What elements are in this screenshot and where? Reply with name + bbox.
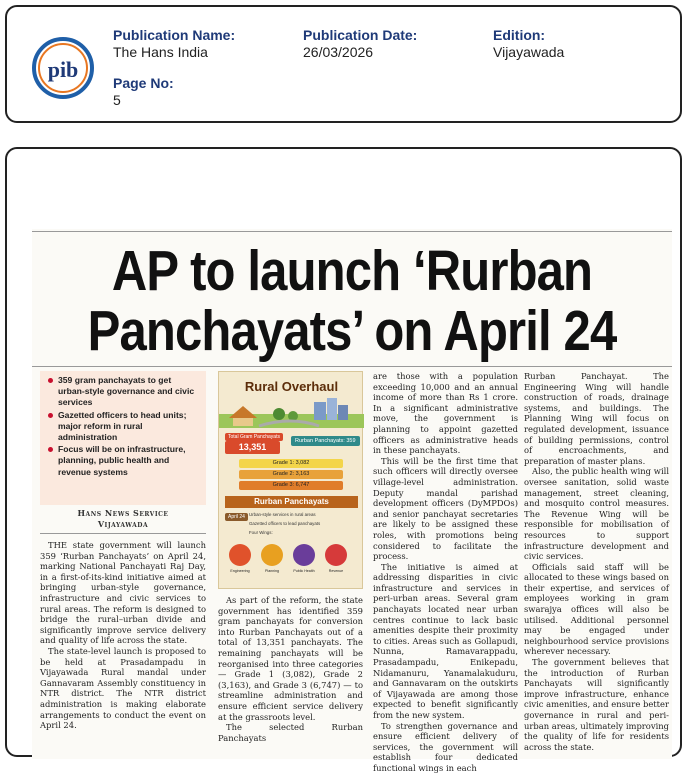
public-health-icon <box>293 544 315 566</box>
total-panchayats-value: 13,351 <box>225 441 280 454</box>
edition-value: Vijayawada <box>493 44 565 60</box>
wing-label: Engineering <box>230 569 250 573</box>
byline-rule <box>40 533 206 534</box>
feature-item: Gazetted officers to lead panchayats <box>249 521 321 526</box>
infographic-title: Rural Overhaul <box>244 379 339 394</box>
headline-rule <box>32 366 672 367</box>
publication-date <box>303 27 417 61</box>
paragraph: To strengthen governance and ensure efficient delivery of services, the government will establish four dedicated functional wings in each <box>373 720 518 773</box>
top-rule <box>32 231 672 232</box>
paragraph: Officials said staff will be allocated to these wings based on their expertise, and services of employees working in gram swarajya offices will also be utilised. Additional personnel may be engaged under neighbourhood service provisions wherever necessary. <box>524 561 669 657</box>
article-column-4 <box>524 371 669 752</box>
publication-name-label: Publication Name: <box>113 27 236 43</box>
highlight-item: 359 gram panchayats to get urban-style governance and civic services <box>48 375 200 409</box>
publication-date-value: 26/03/2026 <box>303 44 374 60</box>
edition <box>493 27 564 61</box>
rurban-count: Rurban Panchayats: 359 <box>291 436 360 446</box>
engineering-icon <box>229 544 251 566</box>
newspaper-clipping <box>32 229 672 773</box>
village-illustration <box>219 396 364 428</box>
paragraph: This will be the first time that such officers will directly oversee village-level administration. Deputy mandal parishad development officers (DyMPDOs) and senior panchayat secretaries are likely to be assigned these roles, with promotions being considered to facilitate the process. <box>373 455 518 562</box>
byline-place: Vijayawada <box>97 519 149 529</box>
paragraph: The government believes that the introduction of Rurban Panchayats will significantly improve infrastructure, enhance civic amenities, and ensure better governance in rural and peri-urban areas, ultimately improving the quality of life for residents across the state. <box>524 657 670 752</box>
highlight-item: Gazetted officers to head units; major reform in rural administration <box>48 410 200 444</box>
page-number <box>113 75 174 109</box>
publication-name <box>113 27 235 61</box>
paragraph: Rurban Panchayat. The Engineering Wing will handle construction of roads, drainage systems, and buildings. The Planning Wing will focus on regulated development, issuance of building permissions, control of encroachments, and preparation of master plans. <box>524 371 669 466</box>
publication-name-value: The Hans India <box>113 44 208 60</box>
highlight-item: Focus will be on infrastructure, planning, public health and revenue systems <box>48 444 200 478</box>
pib-logo <box>25 37 101 99</box>
article-column-3 <box>373 371 518 774</box>
grade-2-bar: Grade 2: 3,163 <box>239 470 343 479</box>
rural-overhaul-infographic <box>218 371 363 589</box>
launch-date-pill: April 24 <box>225 513 248 521</box>
paragraph: As part of the reform, the state government has identified 359 gram panchayats for conversion into Rurban Panchayats out of a total of 13,351 panchayats. The remaining panchayats will be reorganised into three categories — Grade 1 (3,082), Grade 2 (3,163), and Grade 3 (6,747) — to streamline administration and ensure efficient service delivery at the grassroots level. <box>218 595 363 722</box>
revenue-icon <box>325 544 347 566</box>
grade-1-bar: Grade 1: 3,082 <box>239 459 343 468</box>
article-column-2 <box>218 595 363 743</box>
total-panchayats-label: Total Gram Panchayats <box>225 433 283 441</box>
paragraph: The selected Rurban Panchayats <box>218 722 363 743</box>
feature-item: Urban-style services in rural areas <box>249 512 316 517</box>
publication-info-card <box>5 5 682 123</box>
headline-line-2: Panchayats’ on April 24 <box>87 299 617 363</box>
publication-date-label: Publication Date: <box>303 27 418 43</box>
grade-3-bar: Grade 3: 6,747 <box>239 481 343 490</box>
svg-text:pib: pib <box>47 57 79 82</box>
page-no-value: 5 <box>113 92 121 108</box>
paragraph: THE state government will launch 359 ‘Rurban Panchayats’ on April 24, marking National Panchayati Raj Day, in a first-of-its-kind initiative aimed at bringing urban-style governance, infrastructure and civic services to rural areas. The reform is designed to bridge the rural–urban divide and significantly improve service delivery and quality of life across the state. <box>40 540 206 646</box>
byline-service: Hans News Service <box>77 508 169 518</box>
paragraph: The state-level launch is proposed to be held at Prasadampadu in Vijayawada Rural mandal under Gannavaram Assembly constituency in NTR district. The NTR district administration is making elaborate arrangements to conduct the event on April 24. <box>40 645 206 731</box>
highlights-box <box>40 371 206 505</box>
rurban-band: Rurban Panchayats <box>225 496 358 508</box>
page-no-label: Page No: <box>113 75 174 91</box>
article-clipping-card <box>5 147 682 773</box>
headline-line-1: AP to launch ‘Rurban <box>111 239 593 303</box>
paragraph: The initiative is aimed at addressing disparities in civic infrastructure and services in peri-urban areas. Several gram panchayats located near urban centres continue to lack basic amenities despite their proximity to cities. Areas such as Gollapudi, Nunna, Ramavarappadu, Prasadampadu, Enikepadu, Nidamanuru, Yanamalakuduru, and Gannavaram on the outskirts of Vijayawada are among those expected to benefit significantly from the new system. <box>373 561 518 720</box>
paragraph: are those with a population exceeding 10,000 and an annual income of more than Rs 1 crore. In a significant administrative move, the government is planning to appoint gazetted officers as administrative heads in these panchayats. <box>373 371 518 456</box>
rurban-features-list <box>249 510 320 537</box>
planning-icon <box>261 544 283 566</box>
wing-label: Planning <box>265 569 279 573</box>
edition-label: Edition: <box>493 27 546 43</box>
wing-label: Public Health <box>293 569 315 573</box>
article-column-1 <box>40 540 206 731</box>
feature-item: Four Wings: <box>249 530 273 535</box>
paragraph: Also, the public health wing will oversee sanitation, solid waste management, street cleaning, and mosquito control measures. The Revenue Wing will be responsible for mobilisation of resources to support infrastructure development and civic services. <box>524 466 669 562</box>
wing-label: Revenue <box>328 569 344 573</box>
